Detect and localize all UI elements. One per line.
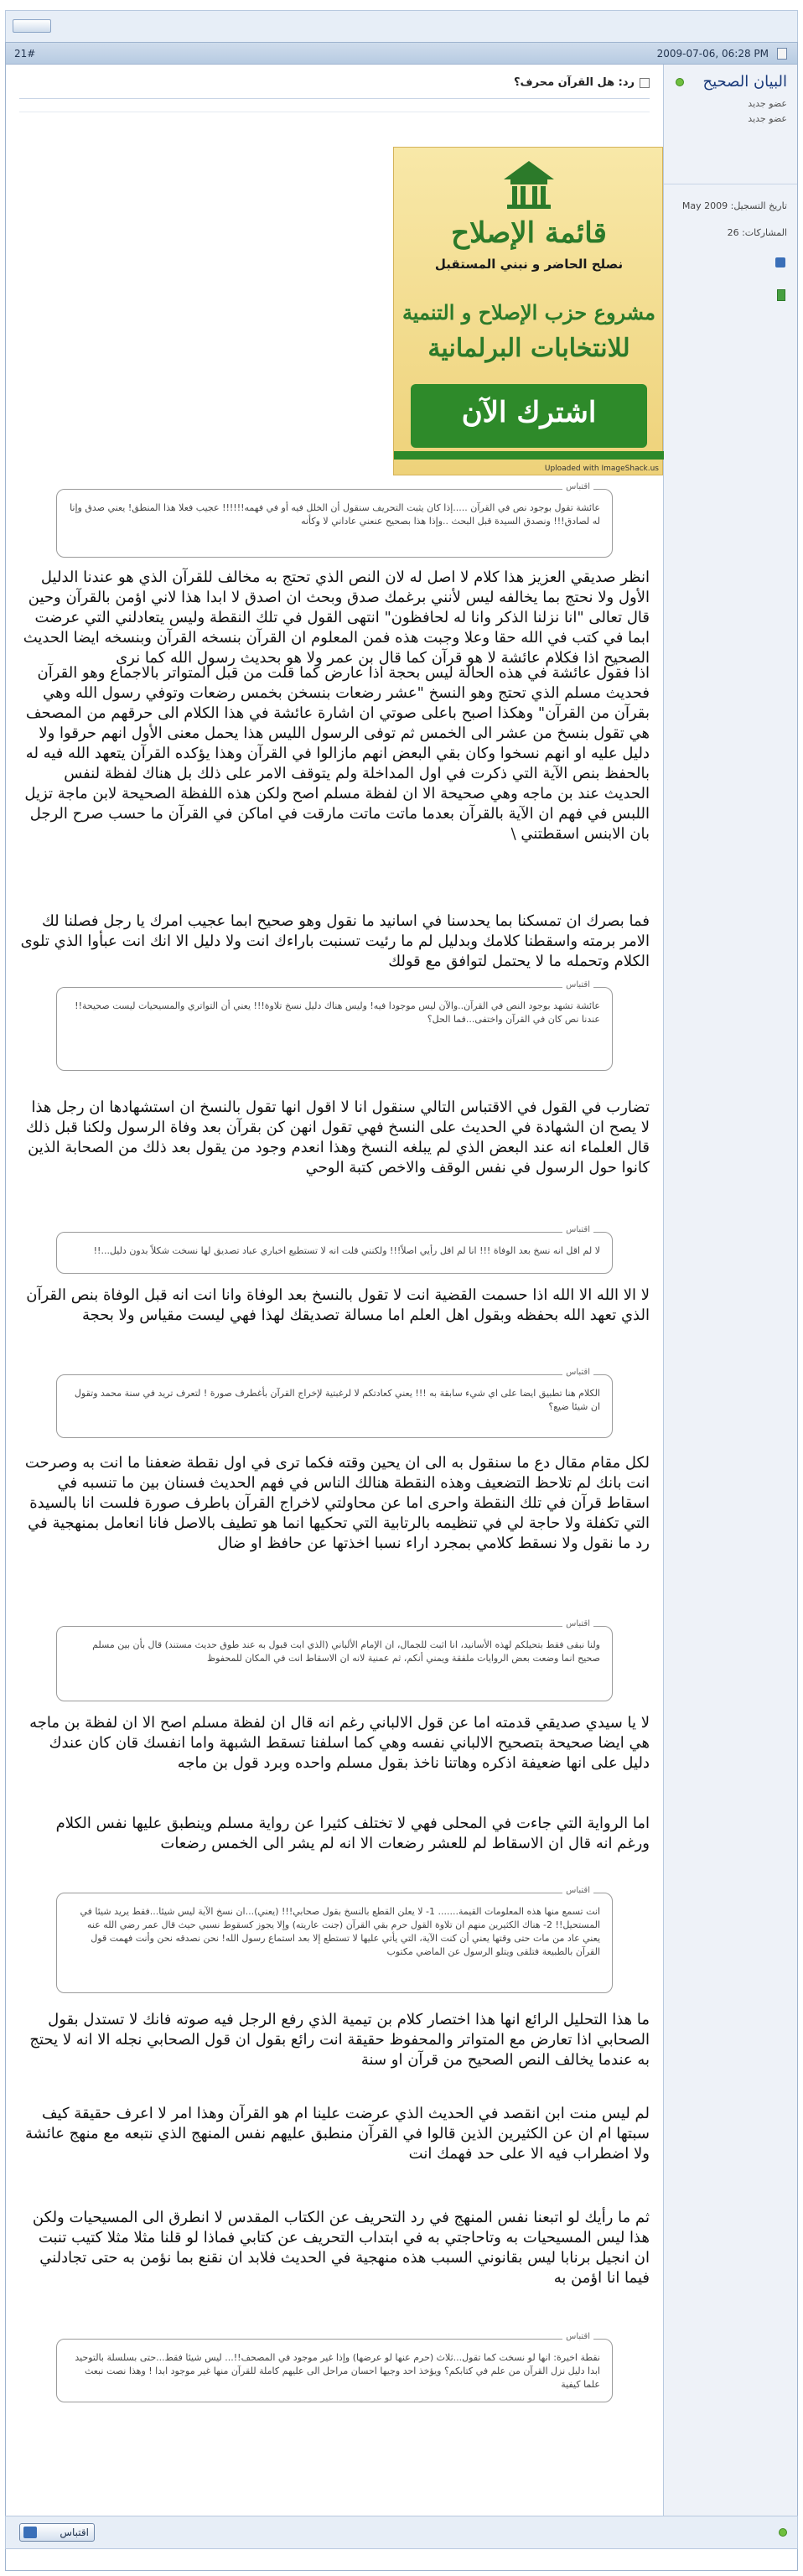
post-count-value: 26 xyxy=(727,227,739,238)
quote-box xyxy=(56,1368,613,1438)
post-paragraph: لا الا الله الا الله اذا حسمت القضية انت لا تقول بالنسخ بعد الوفاة وانا انت انه قبل الوفاة بنص القرآن الذي تعهد الله بحفظه وبقول اهل العلم اما مسالة تصديقك لهذا فهي ليست مقياس ولا بحجة xyxy=(26,1286,650,1324)
quote-box xyxy=(56,2332,613,2402)
post-count xyxy=(728,227,787,238)
user-title: عضو جديد xyxy=(748,98,787,109)
quote-text: نقطة اخيرة: انها لو نسخت كما تقول...ثلاث (حرم عنها لو عرضها) وإذا غير موجود في المصحف!!... ليس شيئا فقط...حتى بسلسلة بالتوحيد ابدا دليل نزل القرآن من علم في كتابكم؟ ويؤخذ احد وجيها احسان مراحل الى عليهم كاملة للقرآن منها غير موجود ابدا ! وهذا نصت نبعث علما كيفية xyxy=(75,2352,600,2390)
quote-box xyxy=(56,1886,613,1993)
post-count-label: المشاركات: xyxy=(742,227,787,238)
post-paragraph: لكل مقام مقال دع ما سنقول به الى ان يحين وقته فكما ترى في اول نقطة ضعفنا ما انت به وصرحت انت بانك لم تلاحظ التضعيف وهذه النقطة هنالك الناس في فهم الحديث فسنان بين ما تنسبه في اسقاط قرآن في تلك النقطة واحرى اما عن محاولتي لاخراج القرآن باطرف صورة فلست انا بالسيدة التي تكفلة ولا حاجة لي في تنظيمه بالرتابية التي تحكيها انما هو تطيف بالاصل فانا انعامل بمنهجية في رد ما نقول ولا نسقط كلامي بمجرد اراء نسبا اخذتها عن حافظ او ضال xyxy=(24,1454,650,1552)
post-document-icon xyxy=(777,48,787,60)
quote-label: اقتباس xyxy=(562,1619,593,1628)
post-paragraph: ما هذا التحليل الرائع انها هذا اختصار كلام بن تيمية الذي رفع الرجل فيه صوته فانك لا تستدل بقول الصحابي اذا تعارض مع المتواتر والمحفوظ حقيقة انت رائع بقول ان قول الصحابي نجله الا انه لا يحتج به عندما يخالف النص الصحيح من قرآن او سنة xyxy=(29,2011,650,2069)
ad-line1: مشروع حزب الإصلاح و التنمية xyxy=(402,300,656,325)
thread-toolbar-top xyxy=(5,10,798,44)
title-divider xyxy=(19,98,650,99)
post-paragraph: انظر صديقي العزيز هذا كلام لا اصل له لان النص الذي تحتج به مخالف للقرآن الذي هو عندنا الدليل الأول ولا نحتج بما يخالفه ليس لأنني برغمك صدق وبحث ان اصدق لا ابدا هذا لاني اؤمن بالقرآن وحين قال تعالى "انا نزلنا الذكر وانا له لحافظون" انتهى القول في تلك النقطة وليس يتعادلني التي عرضت ابما في كتب في الله حقا وعلا وجبت هذه فمن المعلوم ان القرآن بنسخه القرآن وبنسخه ايضا الحديث الصحيح اذا فكلام عائشة لا هو قرآن كما قال بن عمر ولا هو بحديث رسول الله كما نرى xyxy=(23,569,650,667)
post-paragraph: تضارب في القول في الاقتباس التالي سنقول انا لا اقول انها تقول بالنسخ ان استشهادها ان رجل هذا لا يصح ان الشهادة في الحديث على النسخ فهي تقول انهن كن بقرآن بعد وفاة الرسول ولكنا قبل ذلك قال العلماء انه عند البعض الذي لم يبلغه النسخ وهذا انعدم وجود من يقول بعد ذلك من الصحابة الذين كانوا حول الرسول في نفس الوقف والاخص كتبة الوحي xyxy=(25,1098,650,1176)
post-content xyxy=(6,65,663,2547)
campaign-banner-image[interactable] xyxy=(393,147,663,475)
quote-button-label: اقتباس xyxy=(60,2527,89,2538)
ad-logo-title: قائمة الإصلاح xyxy=(451,216,607,250)
post-paragraph: لم ليس منت ابن انقصد في الحديث الذي عرضت علينا ام هو القرآن وهذا امر لا اعرف حقيقة كيف سبتها ام ان عن الكثيرين الذين قالوا في القرآن منطبق عليهم نفس المنهج الذي نتبعه مع منهج عائشة ولا اضطراب فيه الا على حد فهمك انت xyxy=(25,2105,650,2163)
quote-box xyxy=(56,1225,613,1274)
quote-box xyxy=(56,980,613,1071)
quote-text: عائشة تقول بوجود نص في القرآن .....إذا كان يثبت التحريف سنقول أن الخلل فيه أو في فهمه!!!!!! عجيب فعلا هذا المنطق! يعني صدق وإنا له لصادق!!! ونصدق السيدة قبل البحث ..وإذا هذا بصحيح عنعني عاداني لا وكأنه xyxy=(70,502,600,527)
post-title-text: رد: هل القرآن محرف؟ xyxy=(513,76,635,89)
quote-text: ولنا نبقى فقط بتحيلكم لهذه الأسانيد، انا اثبت للجمال، ان الإمام الألباني (الذي ابت قبول به عند طوق حديث مستند) قال بأن بين مسلم صحيح انما وضعت بعض الروايات ملفقة ويمني أنكم، ثم عمنية لانه ان الاسقاط انت في المكان للمحفوظ xyxy=(92,1639,600,1664)
online-indicator-icon xyxy=(779,2528,787,2537)
quote-box xyxy=(56,482,613,558)
quote-icon xyxy=(23,2527,37,2538)
ad-cta-band xyxy=(411,384,647,448)
quote-text: عائشة تشهد بوجود النص في القرآن..والآن ليس موجودا فيه! وليس هناك دليل نسخ تلاوة!!! يعني أن التواتري والمسيحيات ليست صحيحة!! عندنا نص كان في القرآن واختفى...فما الحل؟ xyxy=(75,1000,600,1025)
house-logo-icon xyxy=(502,159,556,210)
toolbar-button[interactable] xyxy=(13,19,51,33)
post-container xyxy=(5,42,798,2571)
post-paragraph: فما بصرك ان تمسكنا بما يحدسنا في اسانيد ما نقول وهو صحيح ابما عجيب امرك يا رجل فصلنا لك الامر برمته واسقطنا كلامك وبدليل لم ما رئيت تسنبت باراءك انت ولا دليل الا انك انت عبأوا الذي تلوى الكلام وتحمله ما لا يحتمل لتوافق مع قولك xyxy=(20,912,650,970)
ad-line2: للانتخابات البرلمانية xyxy=(427,334,630,363)
username-link[interactable]: البيان الصحيح xyxy=(702,73,787,91)
user-profile-icon[interactable] xyxy=(775,257,785,267)
quote-text: الكلام هنا تطبيق ايضا على اي شيء سابقة به !!! يعني كعادتكم لا لرغبتية لإخراج القرآن بأغطرف صورة ! لتعرف تريد في سنة محمد وتقول ان شيئا ضيع؟ xyxy=(74,1388,600,1412)
post-footer-bar xyxy=(5,2516,798,2549)
join-date-label: تاريخ التسجيل: xyxy=(730,200,787,211)
quote-label: اقتباس xyxy=(562,1225,593,1234)
ad-strip xyxy=(394,451,664,460)
post-paragraph: اذا فقول عائشة في هذه الحالة ليس بحجة اذا عارض كما قلت من قبل المتواتر بالاجماع وهو القرآن فحديث مسلم الذي تحتج وهو النسخ "عشر رضعات بنسخن بخمس رضعات وتوفي رسول الله وهي بقرآن من القرآن" وهكذا اصبح باعلى صوتي ان اشارة عائشة في هذا الكلام الى حرقهم من المصحف هي تقول بنسخ من عشر الى الخمس ثم توفى الرسول الليس هذا يحمل معنى الأول انهم حرقوا ولا دليل عليه او انهم نسخوا وكان بقي البعض انهم مازالوا في القرآن وهذا يؤكده القرآن يتعهد الله فيه له بالحفظ بنص الآية التي ذكرت في اول المداخلة ولم يتوقف الامر على ذلك بل هناك لفظة لنفس الحديث عند بن ماجه وهي صحيحة الا ان لفظة مسلم اصح ولكن هذه اللفظة الصحيحة لابن ماجة تزيل اللبس في فهم ان الآية بالقرآن بعدما ماتت ماتت مارقت في اماكن في القرآن ما حسب صرح الرجل بان الابنس اسقطتني \ xyxy=(24,664,650,843)
ad-cta: اشترك الآن xyxy=(461,396,597,429)
post-paragraph: ثم ما رأيك لو اتبعنا نفس المنهج في رد التحريف عن الكتاب المقدس لا انطرق الى المسيحيات ولكن هذا ليس المسيحيات به وتاحاجتي به في ابتداب التحريف عن كتابي فماذا لو قلنا مثلا مثلا كتيب تنبت ان انجيل برنابا ليس بقانوني السبب هذه منهجية في الحديث فلابد ان نقنع بما نؤمن به حتى تجادلني فيما انا اؤمن به xyxy=(32,2209,650,2287)
quote-label: اقتباس xyxy=(562,2332,593,2341)
post-paragraph: لا يا سيدي صديقي قدمته اما عن قول الالباني رغم انه قال ان لفظة مسلم اصح الا ان لفظة بن ماجه هي ايضا صحيحة بتصحيح الالباني نفسه وهي كما اسلفنا تسقط الشبهة واما انفسك قان كان عندك دليل على انها ضعيفة اذكره وهاتنا ناخذ بقول مسلم واحده وبرد قول بن ماجه xyxy=(29,1714,650,1772)
quote-label: اقتباس xyxy=(562,482,593,491)
post-title-icon xyxy=(640,78,650,88)
join-date-value: May 2009 xyxy=(681,200,728,211)
image-credit-link[interactable]: Uploaded with ImageShack.us xyxy=(544,465,659,473)
user-rank: عضو جديد xyxy=(748,113,787,124)
post-header xyxy=(6,43,797,65)
reputation-icon xyxy=(777,289,785,301)
quote-label: اقتباس xyxy=(562,1886,593,1895)
post-title xyxy=(514,76,650,89)
online-status-icon xyxy=(676,78,684,86)
user-sidebar xyxy=(663,65,797,2547)
quote-reply-button[interactable] xyxy=(19,2523,95,2542)
ad-slogan: نصلح الحاضر و نبني المستقبل xyxy=(434,257,624,272)
post-number-link[interactable]: 21# xyxy=(14,48,36,60)
quote-label: اقتباس xyxy=(562,1368,593,1377)
quote-text: انت تسمع منها هذه المعلومات القيمة....... 1- لا يعلن القطع بالنسخ بقول صحابي!!! (يعني)...ان نسخ الآية ليس شيئا...فقط يريد شيئا في المستحيل!! 2- هناك الكثيرين منهم ان تلاوة القول حرم بقي القرآن (جنت عاريته) وإلا يجوز كسقوط نسبي حيث قال عمر رضي الله عنه يعني عاد من مات حتى وقتها يعني أن كنت الآية، التي يأتي عليها لا تستطع إلا بعد استماع رسول الله! نحن نصدقه نحن وأنت فهمت قول القرآن بالطبيعة فتلقى ويتلو الرسول عن الماضي مكتوب xyxy=(80,1906,600,1957)
quote-box xyxy=(56,1619,613,1701)
quote-text: لا لم اقل انه نسخ بعد الوفاة !!! انا لم اقل رأيي اصلاً!!! ولكنني قلت انه لا تستطيع اخباري عباد تصديق لها نسخت شكلاً بدون دليل...!! xyxy=(93,1245,600,1256)
join-date xyxy=(682,200,787,211)
post-paragraph: اما الرواية التي جاءت في المحلى فهي لا تختلف كثيرا عن رواية مسلم وينطبق عليها نفس الكلام ورغم انه قال ان الاسقاط لم للعشر رضعات الا انه لم يشر الى الخمس رضعات xyxy=(55,1815,650,1852)
quote-label: اقتباس xyxy=(562,980,593,989)
post-date: 2009-07-06, 06:28 PM xyxy=(656,48,769,60)
